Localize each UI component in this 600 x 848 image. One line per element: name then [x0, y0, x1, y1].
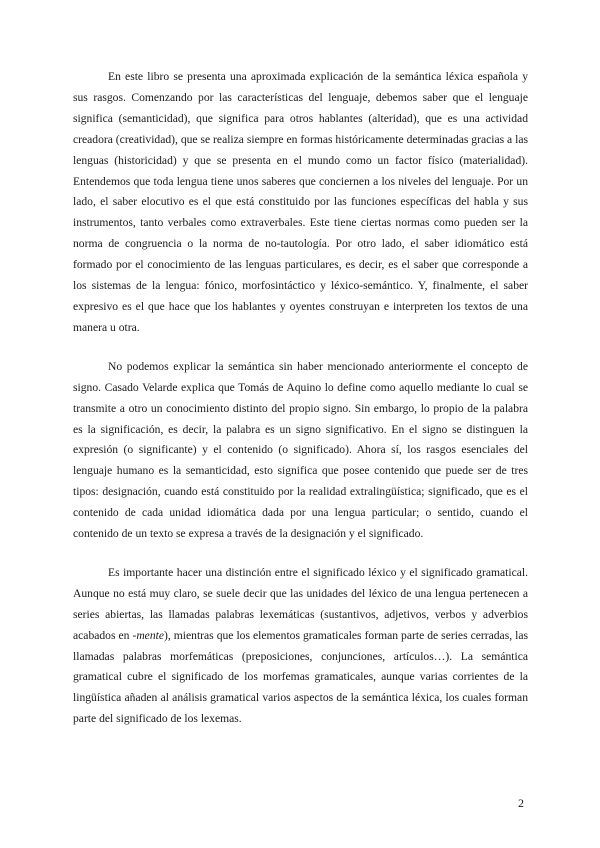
paragraph-3-text-start: Es importante hacer una distinción entre el significado léxico y el significado gramatical. Aunque no está muy claro, se suele decir que las unidades del léxico de una lengua pertenecen a series abiertas, las llamadas palabras lexemáticas (sustantivos, adjetivos, verbos y adverbios acabados en	[73, 565, 528, 642]
paragraph-3-suffix-term: -mente	[132, 628, 164, 642]
paragraph-1	[73, 67, 528, 339]
paragraph-3-text-end: ), mientras que los elementos gramaticales forman parte de series cerradas, las llamadas palabras morfemáticas (preposiciones, conjunciones, artículos…). La semántica gramatical cubre el significado de los morfemas gramaticales, aunque varias corrientes de la lingüística añaden al análisis gramatical varios aspectos de la semántica léxica, los cuales forman parte del significado de los lexemas.	[73, 628, 528, 726]
paragraph-2	[73, 357, 528, 545]
page-number: 2	[518, 796, 524, 810]
paragraph-3	[73, 563, 528, 730]
body-text	[73, 67, 528, 730]
paragraph-2-text: No podemos explicar la semántica sin haber mencionado anteriormente el concepto de signo. Casado Velarde explica que Tomás de Aquino lo define como aquello mediante lo cual se transmite a otro un conocimiento distinto del propio signo. Sin embargo, lo propio de la palabra es la significación, es decir, la palabra es un signo significativo. En el signo se distinguen la expresión (o significante) y el contenido (o significado). Ahora sí, los rasgos esenciales del lenguaje humano es la semanticidad, esto significa que posee contenido que puede ser de tres tipos: designación, cuando está constituido por la realidad extralingüística; significado, que es el contenido de cada unidad idiomática dada por una lengua particular; o sentido, cuando el contenido de un texto se expresa a través de la designación y el significado.	[73, 359, 528, 541]
paragraph-1-text: En este libro se presenta una aproximada explicación de la semántica léxica española y sus rasgos. Comenzando por las características del lenguaje, debemos saber que el lenguaje significa (semanticidad), que significa para otros hablantes (alteridad), que es una actividad creadora (creatividad), que se realiza siempre en formas históricamente determinadas gracias a las lenguas (historicidad) y que se presenta en el mundo como un factor físico (materialidad). Entendemos que toda lengua tiene unos saberes que conciernen a los niveles del lenguaje. Por un lado, el saber elocutivo es el que está constituido por las funciones específicas del habla y sus instrumentos, tanto verbales como extraverbales. Este tiene ciertas normas como pueden ser la norma de congruencia o la norma de no-tautología. Por otro lado, el saber idiomático está formado por el conocimiento de las lenguas particulares, es decir, es el saber que corresponde a los sistemas de la lengua: fónico, morfosintáctico y léxico-semántico. Y, finalmente, el saber expresivo es el que hace que los hablantes y oyentes construyan e interpreten los textos de una manera u otra.	[73, 70, 528, 334]
